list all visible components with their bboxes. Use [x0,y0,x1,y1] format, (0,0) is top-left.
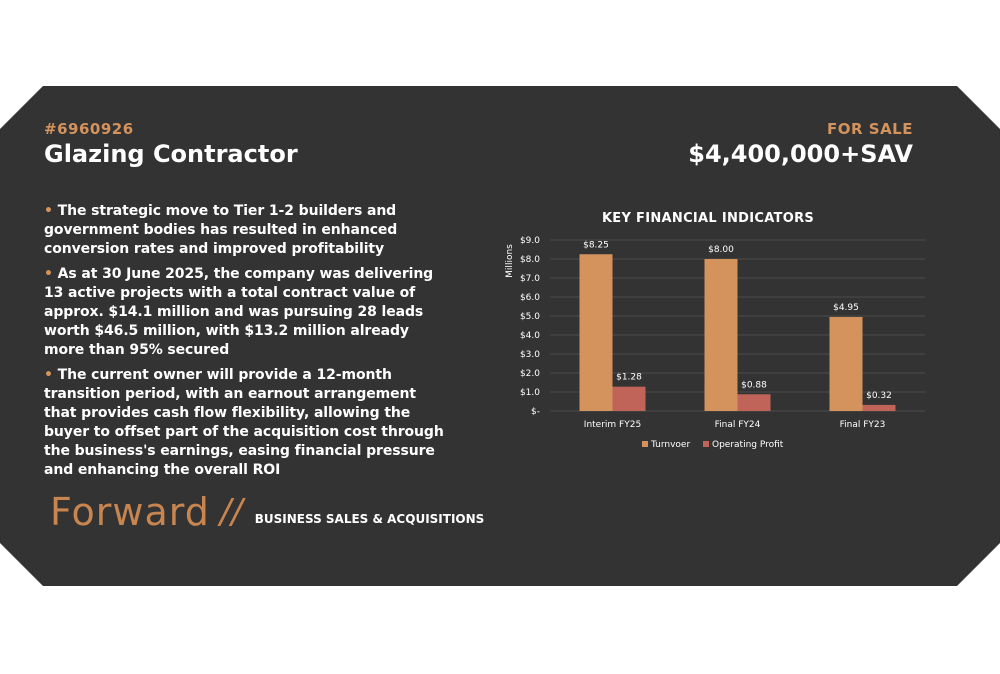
forward-logo [50,484,484,534]
logo-wordmark: Forward [50,490,210,534]
data-label: $4.95 [833,302,859,313]
bullet-marker: • [44,203,53,219]
y-tick-label: $3.0 [519,350,540,360]
bullet-marker: • [44,367,53,383]
listing-title: Glazing Contractor [44,140,298,168]
data-label: $1.28 [616,372,642,383]
chart-title: KEY FINANCIAL INDICATORS [601,211,815,226]
bar-turnover [705,259,738,411]
data-label: $0.32 [866,390,892,401]
y-tick-label: $2.0 [519,369,540,379]
y-tick-label: $9.0 [519,236,540,246]
legend-label: Operating Profit [712,440,784,450]
highlights-list [44,202,444,486]
x-category-label: Interim FY25 [583,420,642,430]
legend-label: Turnvoer [651,440,691,450]
bullet-marker: • [44,266,53,282]
y-tick-label: $7.0 [519,274,540,284]
logo-tagline: BUSINESS SALES & ACQUISITIONS [254,512,485,526]
highlight-item [44,202,444,259]
bar-operating-profit [613,387,646,411]
highlight-text: As at 30 June 2025, the company was delivering 13 active projects with a total contract value of approx. $14.1 million and was pursuing 28 leads worth $46.5 million, with $13.2 million already more than 95% secured [44,266,434,358]
highlight-text: The current owner will provide a 12-month transition period, with an earnout arrangement that provides cash flow flexibility, allowing the buyer to offset part of the acquisition cost through the business's earnings, easing financial pressure and enhancing the overall ROI [44,367,444,478]
y-tick-label: $- [531,407,540,417]
highlight-item [44,366,444,480]
data-label: $8.00 [708,245,734,255]
logo-slashes: // [219,492,243,532]
y-tick-label: $1.0 [519,388,540,398]
y-axis-label: Millions [505,244,515,278]
y-tick-label: $8.0 [519,255,540,265]
data-label: $0.88 [741,380,767,391]
legend-swatch [642,441,648,447]
y-tick-label: $4.0 [519,331,540,341]
asking-price: $4,400,000+SAV [688,140,913,168]
highlight-item [44,265,444,360]
x-category-label: Final FY24 [714,420,761,430]
y-tick-label: $6.0 [519,293,540,303]
financial-chart [490,228,970,458]
x-category-label: Final FY23 [839,420,886,430]
legend-swatch [703,441,709,447]
bar-turnover [580,254,613,411]
listing-id: #6960926 [44,120,134,138]
sale-status: FOR SALE [827,120,913,138]
bar-operating-profit [863,405,896,411]
data-label: $8.25 [583,240,609,251]
bar-turnover [830,317,863,411]
y-tick-label: $5.0 [519,312,540,322]
highlight-text: The strategic move to Tier 1-2 builders and government bodies has resulted in enhanced conversion rates and improved profitability [44,203,398,257]
bar-operating-profit [738,394,771,411]
